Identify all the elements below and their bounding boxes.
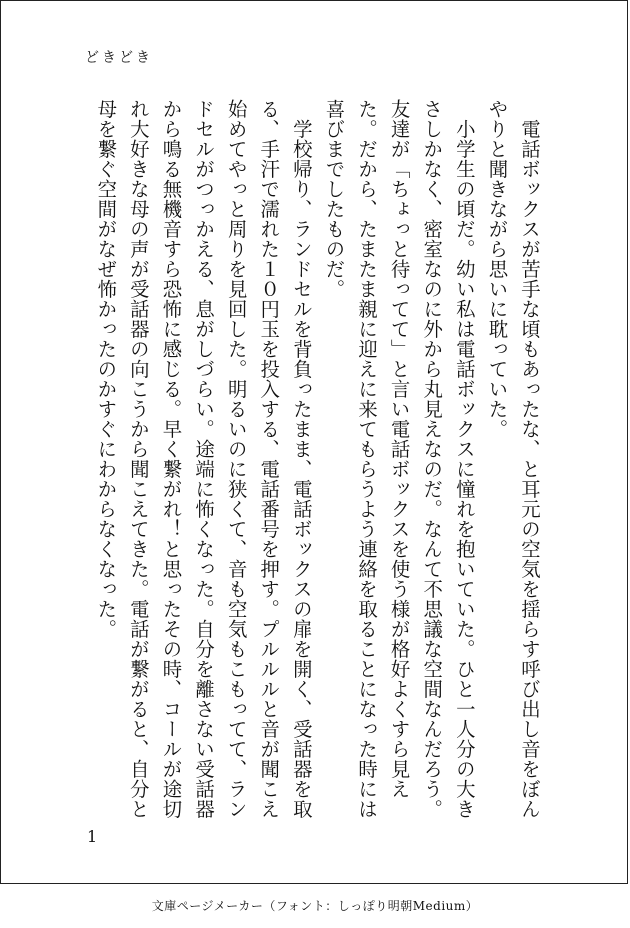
paragraph-1: 電話ボックスが苦手な頃もあったな、と耳元の空気を揺らす呼び出し音をぼんやりと聞きながら思いに耽っていた。: [485, 99, 541, 819]
page-number: 1: [87, 827, 98, 846]
paragraph-3: 学校帰り、ランドセルを背負ったまま、電話ボックスの扉を開く、受話器を取る、手汗で濡れた１０円玉を投入する、電話番号を押す。プルルルと音が聞こえ始めてやっと周りを見回した。明るいのに狭くて、音も空気もこもってて、ランドセルがつっかえる、息がしづらい。途端に怖くなった。自分を離さない受話器から鳴る無機音すら恐怖に感じる。早く繋がれ！と思ったその時、コールが途切れ大好きな母の声が受話器の向こうから聞こえてきた。電話が繋がると、自分と母を繋ぐ空間がなぜ怖かったのかすぐにわからなくなった。: [94, 99, 313, 819]
paragraph-2: 小学生の頃だ。幼い私は電話ボックスに憧れを抱いていた。ひと一人分の大きさしかなく、密室なのに外から丸見えなのだ。なんて不思議な空間なんだろう。友達が「ちょっと待ってて」と言い電話ボックスを使う様が格好よくすら見えた。だから、たまたま親に迎えに来てもらうよう連絡を取ることになった時には喜びまでしたものだ。: [322, 99, 476, 819]
footer-caption: 文庫ページメーカー（フォント：しっぽり明朝Medium）: [151, 899, 479, 913]
body-text: [89, 99, 545, 819]
running-header-title: どきどき: [85, 50, 153, 66]
